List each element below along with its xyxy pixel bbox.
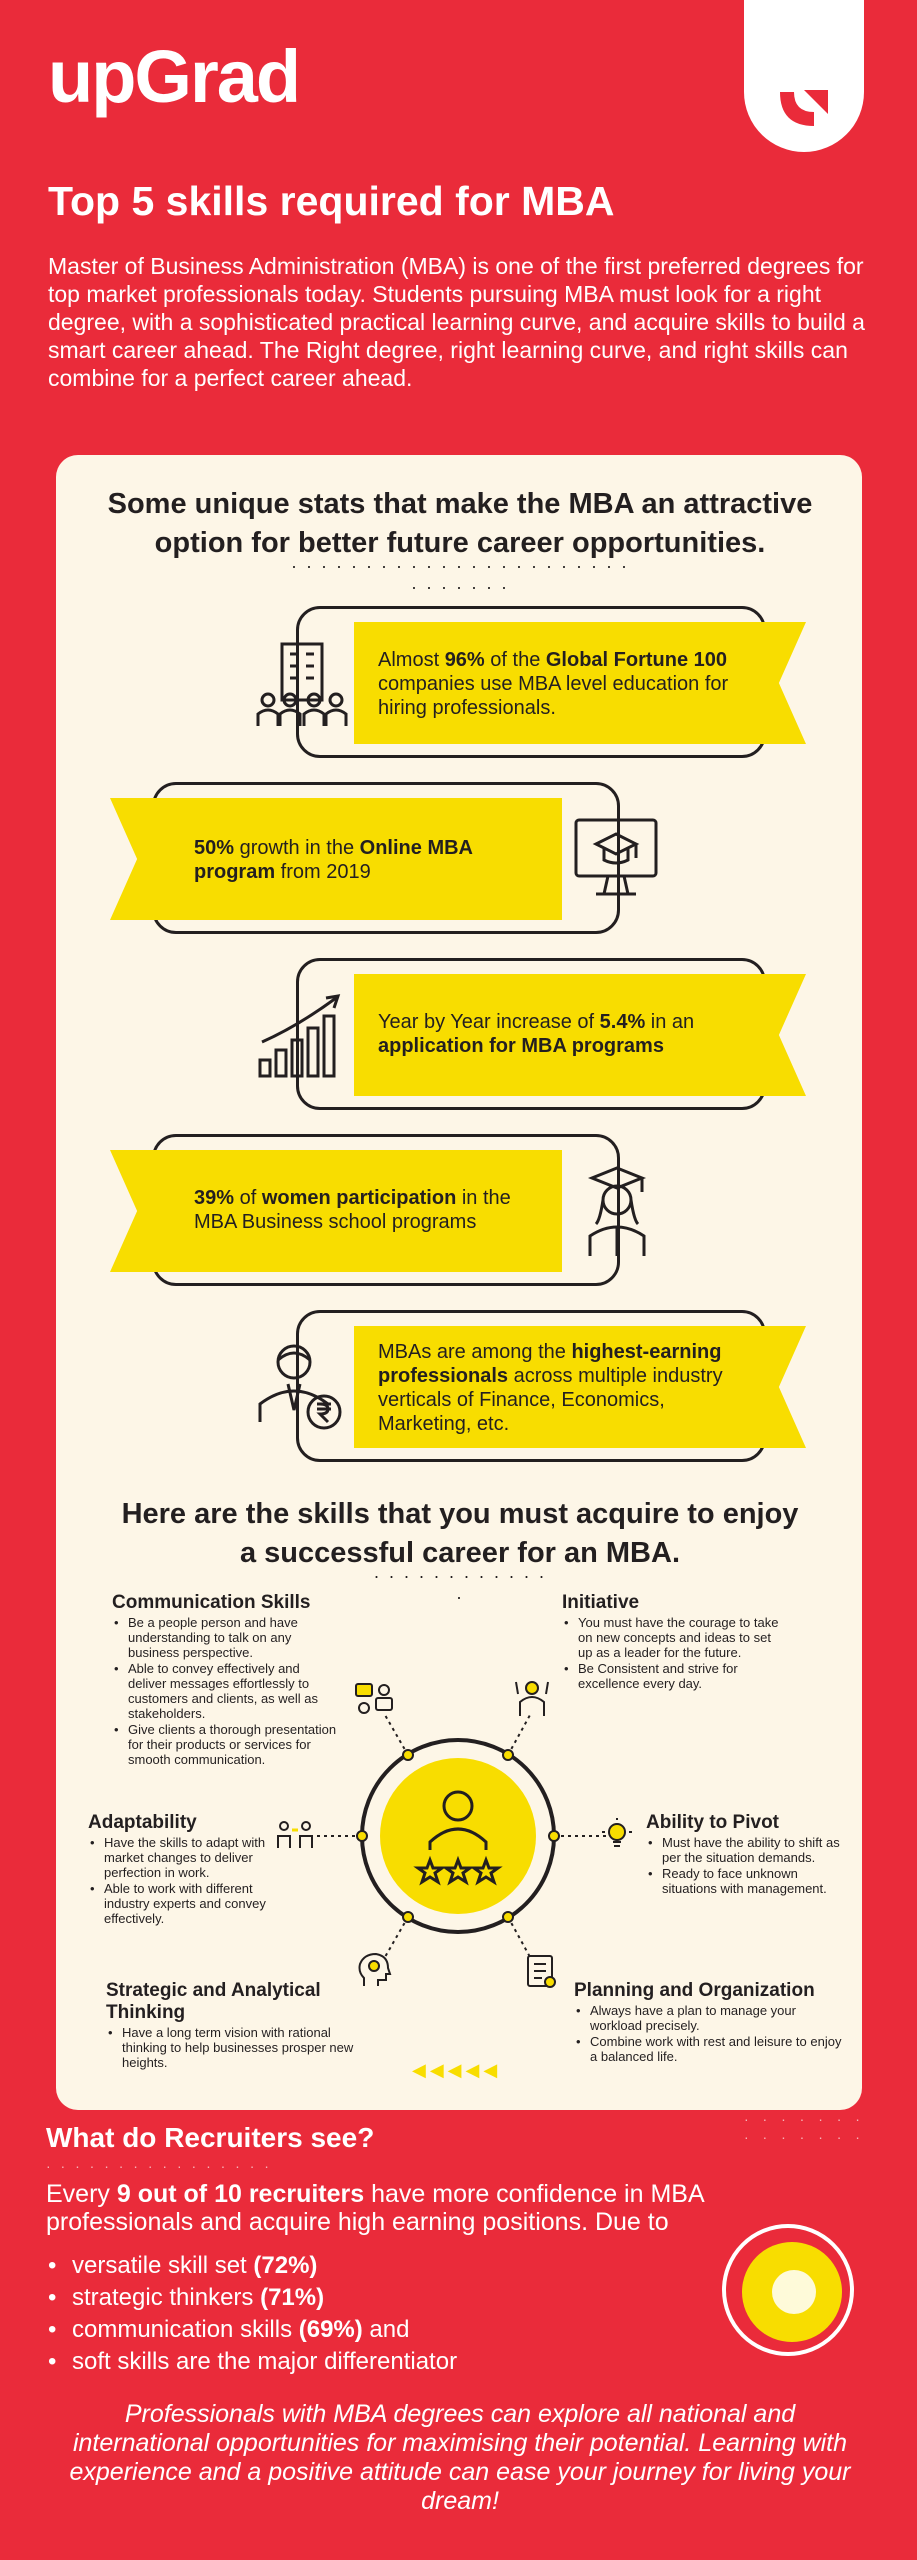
page-title: Top 5 skills required for MBA <box>48 178 615 224</box>
skill-communication <box>112 1592 338 1767</box>
stats-title: Some unique stats that make the MBA an attractive option for better future career opportunities. <box>107 488 813 559</box>
stat-1-text: Almost 96% of the Global Fortune 100 companies use MBA level education for hiring professionals. <box>378 649 729 719</box>
skill-point: • Always have a plan to manage your workload precisely. <box>574 2003 844 2033</box>
skill-point: • Combine work with rest and leisure to enjoy a balanced life. <box>574 2034 844 2064</box>
closing-statement: Professionals with MBA degrees can explore all national and international opportunities for maximising their potential. Learning with experience and a positive attitude can ease your journey for living your dream! <box>69 2400 851 2515</box>
planning-checklist-icon <box>524 1952 558 1990</box>
skill-point: • Must have the ability to shift as per the situation demands. <box>646 1835 854 1865</box>
professional-rupee-icon <box>254 1338 350 1438</box>
communication-icon <box>354 1682 394 1718</box>
skill-point: • Have a long term vision with rational thinking to help businesses prosper new heights. <box>106 2025 366 2070</box>
skill-strategic <box>106 1980 366 2070</box>
skill-point: • Give clients a thorough presentation for their products or services for smooth communication. <box>112 1722 338 1767</box>
skill-point: • You must have the courage to take on new concepts and ideas to set up as a leader for the future. <box>562 1615 782 1660</box>
upgrad-logo: upGrad <box>48 35 300 118</box>
star-person-icon <box>408 1784 508 1894</box>
list-item: • strategic thinkers (71%) <box>46 2282 457 2314</box>
skill-point: • Have the skills to adapt with market changes to deliver perfection in work. <box>88 1835 288 1880</box>
arrow-markers: ◀◀◀◀◀ <box>412 2060 502 2080</box>
skill-title: Ability to Pivot <box>646 1812 779 1833</box>
skill-point: • Able to convey effectively and deliver messages effortlessly to customers and clients, as well as stakeholders. <box>112 1661 338 1721</box>
recruiters-title: What do Recruiters see? <box>46 2122 375 2153</box>
skill-point: • Able to work with different industry experts and convey effectively. <box>88 1881 288 1926</box>
skill-point: • Be a people person and have understanding to talk on any business perspective. <box>112 1615 338 1660</box>
stat-3-text: Year by Year increase of 5.4% in an application for MBA programs <box>378 1011 695 1057</box>
recruiter-reasons <box>46 2250 457 2378</box>
skill-title: Adaptability <box>88 1812 197 1833</box>
dotted-divider: · · · · · · · · · · · · · <box>373 1566 547 1607</box>
skill-title: Initiative <box>562 1592 640 1613</box>
arrow-icon <box>744 0 864 152</box>
brand-arrow-tab <box>744 0 864 152</box>
list-item: • soft skills are the major differentiator <box>46 2346 457 2378</box>
skill-title: Planning and Organization <box>574 1980 815 2001</box>
list-item: • versatile skill set (72%) <box>46 2250 457 2282</box>
skills-title: Here are the skills that you must acquire to enjoy a successful career for an MBA. <box>121 1498 799 1569</box>
initiative-icon <box>514 1678 550 1718</box>
skill-title: Strategic and Analytical Thinking <box>106 1980 321 2023</box>
recruiters-paragraph: Every 9 out of 10 recruiters have more confidence in MBA professionals and acquire high earning positions. Due to <box>46 2180 704 2236</box>
stat-4-text: 39% of women participation in the MBA Business school programs <box>194 1187 511 1233</box>
monitor-graduation-icon <box>570 810 662 906</box>
skill-initiative <box>562 1592 782 1691</box>
dotted-divider: · · · · · · · · · · · · · · · · · · · · · · · · · · · · · · <box>291 556 629 597</box>
skill-adaptability <box>88 1812 288 1926</box>
stat-2-text: 50% growth in the Online MBA program from 2019 <box>194 837 473 883</box>
building-people-icon <box>254 638 350 730</box>
pivot-bulb-icon <box>602 1818 632 1854</box>
skill-planning <box>574 1980 844 2064</box>
list-item: • communication skills (69%) and <box>46 2314 457 2346</box>
skill-title: Communication Skills <box>112 1592 311 1613</box>
stat-5-text: MBAs are among the highest-earning professionals across multiple industry verticals of Finance, Economics, Marketing, etc. <box>378 1341 723 1435</box>
growth-chart-icon <box>254 990 350 1080</box>
woman-graduate-icon <box>572 1164 662 1260</box>
skill-pivot <box>646 1812 854 1896</box>
intro-paragraph: Master of Business Administration (MBA) is one of the first preferred degrees for top market professionals today. Students pursuing MBA must look for a right degree, with a sophisticated practical learning curve, and acquire skills to build a smart career ahead. The Right degree, right learning curve, and right skills can combine for a perfect career ahead. <box>48 253 865 391</box>
skill-point: • Be Consistent and strive for excellence every day. <box>562 1661 782 1691</box>
skill-point: • Ready to face unknown situations with management. <box>646 1866 854 1896</box>
target-decoration <box>718 2220 858 2360</box>
dotted-divider: · · · · · · · · · · · · · · · · <box>46 2158 272 2174</box>
dot-grid-decoration: · · · · · · · · · · · · · · <box>744 2111 865 2145</box>
